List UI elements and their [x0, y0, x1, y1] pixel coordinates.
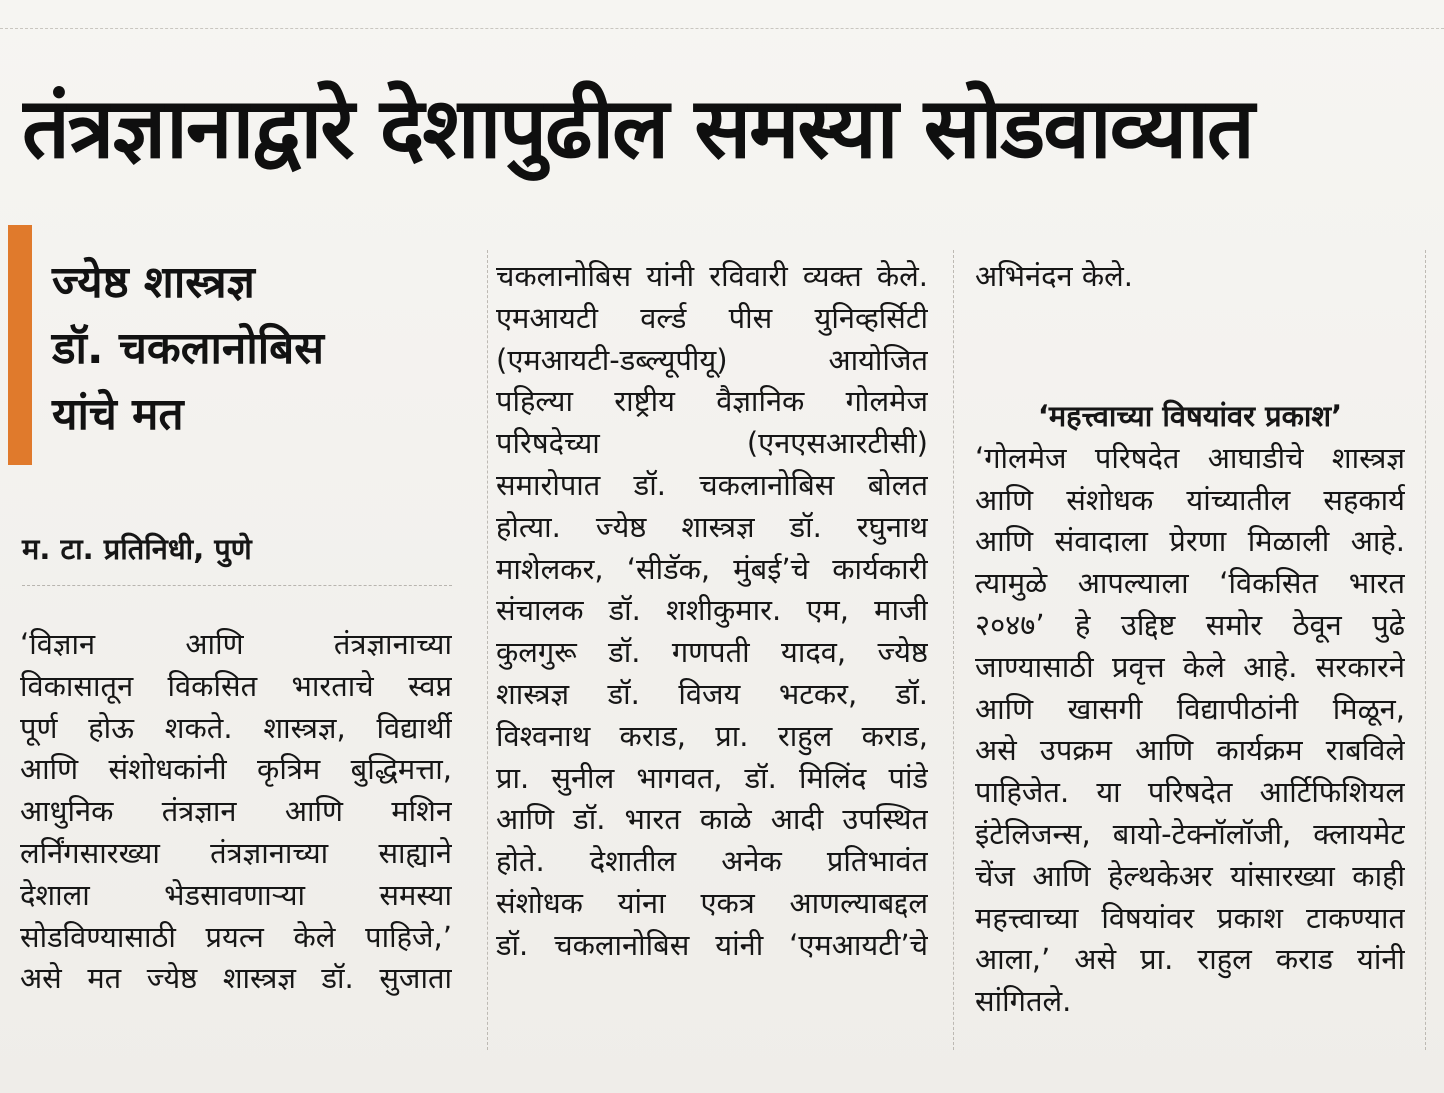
body-line: पाहिजेत. या परिषदेत आर्टिफिशियल — [975, 775, 1405, 810]
body-line: ‘विज्ञान आणि तंत्रज्ञानाच्या — [20, 627, 452, 661]
body-line: पहिल्या राष्ट्रीय वैज्ञानिक गोलमेज — [496, 384, 928, 419]
column-rule — [487, 250, 488, 1050]
body-line: इंटेलिजन्स, बायो-टेक्नॉलॉजी, क्लायमेट — [975, 816, 1405, 851]
top-dashed-rule — [0, 28, 1444, 29]
body-line: आला,’ असे प्रा. राहुल कराड यांनी — [975, 942, 1405, 977]
subhead-line: यांचे मत — [52, 389, 184, 440]
body-line: जाण्यासाठी प्रवृत्त केले आहे. सरकारने — [975, 649, 1405, 684]
body-column-3 — [975, 396, 1405, 1023]
body-line: सोडविण्यासाठी प्रयत्न केले पाहिजे,’ — [20, 919, 452, 954]
body-line: लर्निंगसारख्या तंत्रज्ञानाच्या साह्याने — [20, 835, 452, 870]
subhead-line: ज्येष्ठ शास्त्रज्ञ — [52, 257, 255, 308]
body-line: २०४७’ हे उद्दिष्ट समोर ठेवून पुढे — [975, 607, 1405, 642]
body-line: आणि संशोधकांनी कृत्रिम बुद्धिमत्ता, — [20, 752, 452, 787]
body-line: त्यामुळे आपल्याला ‘विकसित भारत — [975, 566, 1405, 601]
body-column-1 — [20, 624, 452, 1000]
body-column-2 — [496, 256, 928, 967]
subhead-accent-bar — [8, 225, 32, 465]
body-line: चकलानोबिस यांनी रविवारी व्यक्त केले. — [496, 259, 928, 293]
body-line: विश्वनाथ कराड, प्रा. राहुल कराड, — [496, 718, 928, 753]
column-rule — [1425, 250, 1426, 1050]
body-line: परिषदेच्या (एनएसआरटीसी) — [496, 426, 928, 461]
body-line: माशेलकर, ‘सीडॅक, मुंबई’चे कार्यकारी — [496, 551, 928, 586]
body-line: आणि संशोधक यांच्यातील सहकार्य — [975, 482, 1405, 517]
subhead-line: डॉ. चकलानोबिस — [52, 323, 325, 374]
body-line: असे उपक्रम आणि कार्यक्रम राबविले — [975, 733, 1405, 768]
body-line: संशोधक यांना एकत्र आणल्याबद्दल — [496, 885, 928, 920]
body-line: (एमआयटी-डब्ल्यूपीयू) आयोजित — [496, 342, 928, 377]
body-line: प्रा. सुनील भागवत, डॉ. मिलिंद पांडे — [496, 760, 928, 795]
body-line: समारोपात डॉ. चकलानोबिस बोलत — [496, 467, 928, 502]
column-rule — [953, 250, 954, 1050]
subhead — [52, 250, 472, 448]
body-line: महत्त्वाच्या विषयांवर प्रकाश टाकण्यात — [975, 900, 1405, 935]
body-line: होत्या. ज्येष्ठ शास्त्रज्ञ डॉ. रघुनाथ — [496, 509, 928, 544]
body-line: आधुनिक तंत्रज्ञान आणि मशिन — [20, 794, 452, 829]
body-line: विकासातून विकसित भारताचे स्वप्न — [20, 668, 452, 703]
body-line: आणि संवादाला प्रेरणा मिळाली आहे. — [975, 524, 1405, 559]
body-line: देशाला भेडसावणाऱ्या समस्या — [20, 877, 452, 912]
body-line: पूर्ण होऊ शकते. शास्त्रज्ञ, विद्यार्थी — [20, 710, 452, 745]
body-line: ‘गोलमेज परिषदेत आघाडीचे शास्त्रज्ञ — [975, 440, 1405, 475]
body-line: डॉ. चकलानोबिस यांनी ‘एमआयटी’चे — [496, 927, 928, 962]
body-line: असे मत ज्येष्ठ शास्त्रज्ञ डॉ. सुजाता — [20, 961, 452, 996]
body-line: सांगितले. — [975, 984, 1072, 1019]
body-line: आणि खासगी विद्यापीठांनी मिळून, — [975, 691, 1405, 726]
headline: तंत्रज्ञानाद्वारे देशापुढील समस्या सोडवाव्यात — [22, 79, 1253, 177]
body-line: शास्त्रज्ञ डॉ. विजय भटकर, डॉ. — [496, 676, 928, 711]
body-line: कुलगुरू डॉ. गणपती यादव, ज्येष्ठ — [496, 635, 928, 670]
body-column-3-top — [975, 256, 1405, 298]
section-subhead: ‘महत्त्वाच्या विषयांवर प्रकाश’ — [1037, 399, 1343, 433]
body-line: होते. देशातील अनेक प्रतिभावंत — [496, 844, 928, 879]
byline: म. टा. प्रतिनिधी, पुणे — [22, 532, 252, 566]
body-line: एमआयटी वर्ल्ड पीस युनिव्हर्सिटी — [496, 300, 928, 335]
body-line: आणि डॉ. भारत काळे आदी उपस्थित — [496, 802, 928, 837]
byline-rule — [22, 585, 452, 586]
body-line: अभिनंदन केले. — [975, 259, 1134, 293]
body-line: चेंज आणि हेल्थकेअर यांसारख्या काही — [975, 858, 1405, 893]
body-line: संचालक डॉ. शशीकुमार. एम, माजी — [496, 593, 928, 628]
